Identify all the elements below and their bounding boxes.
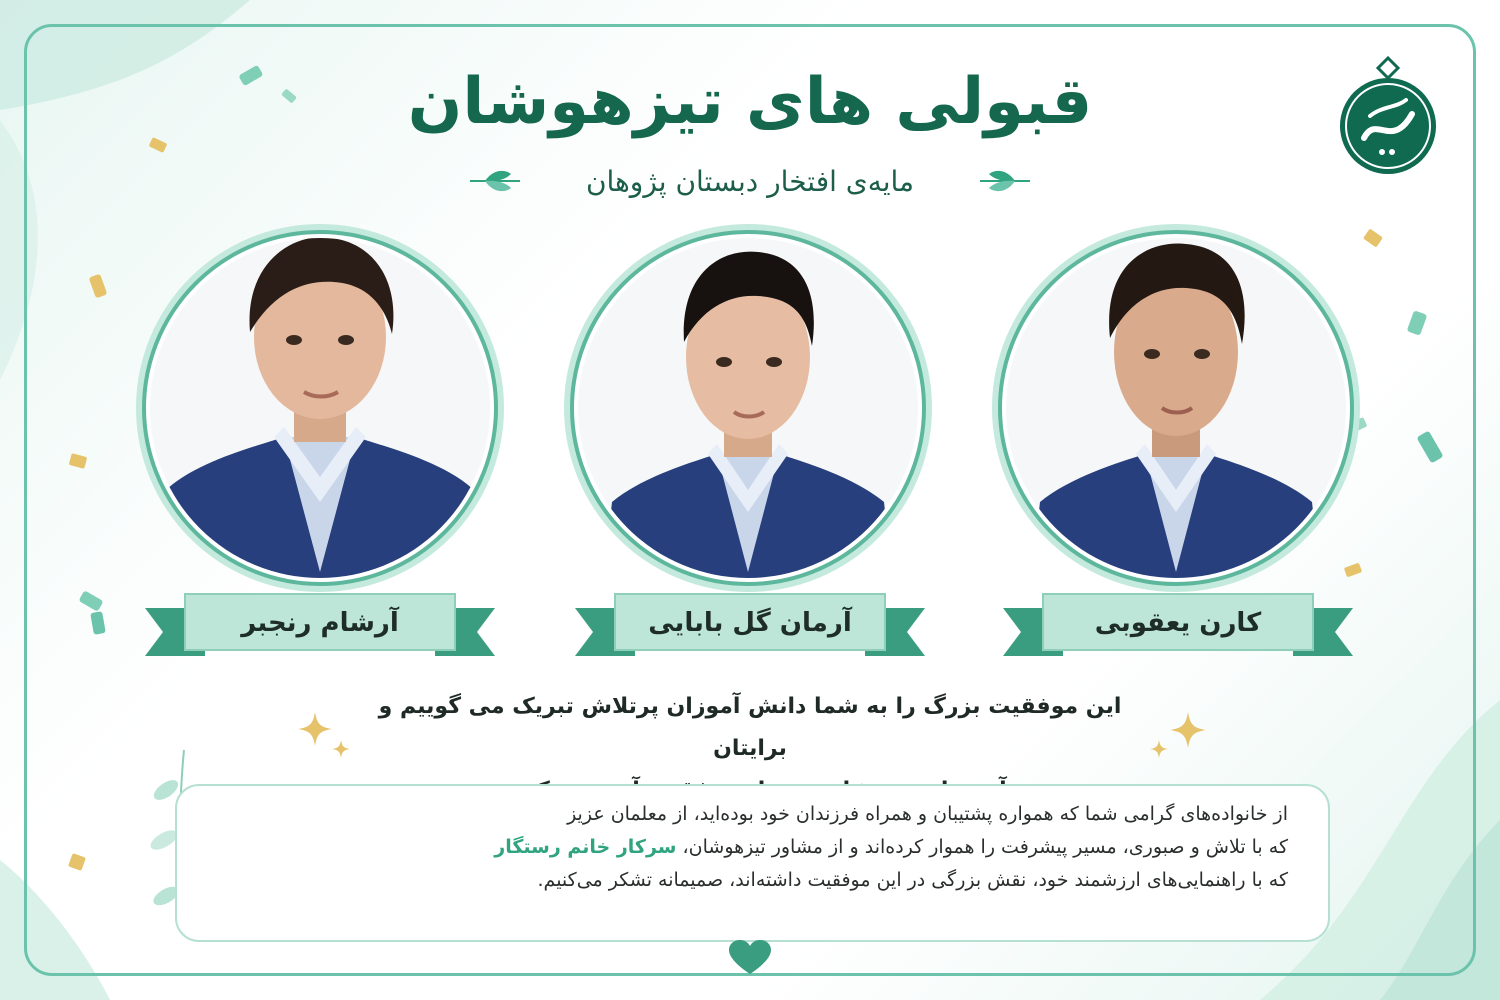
student-portrait-arsham xyxy=(134,222,506,594)
school-logo-seal xyxy=(1336,54,1440,178)
sparkle-icon xyxy=(298,712,332,746)
sparkle-icon xyxy=(332,740,350,758)
sparkle-icon xyxy=(1170,712,1206,748)
student-portrait-arman xyxy=(562,222,934,594)
student-portrait-karen xyxy=(990,222,1362,594)
page-title: قبولی های تیزهوشان xyxy=(407,65,1093,139)
thanks-message-box xyxy=(175,784,1330,942)
heart-icon xyxy=(729,940,771,976)
student-name-ribbon xyxy=(1003,588,1353,666)
page-subtitle: مایه‌ی افتخار دبستان پژوهان xyxy=(585,165,915,198)
thanks-line: از خانواده‌های گرامی شما که همواره پشتیبان و همراه فرزندان خود بوده‌اید، از معلمان عزیز xyxy=(567,803,1288,825)
message-line: این موفقیت بزرگ را به شما دانش آموزان پرتلاش تبریک می گوییم و برایتان xyxy=(378,694,1122,761)
student-name: آرمان گل بابایی xyxy=(648,608,852,638)
student-name-ribbon xyxy=(575,588,925,666)
thanks-text: که با تلاش و صبوری، مسیر پیشرفت را هموار کرده‌اند و از مشاور تیزهوشان، xyxy=(682,836,1288,858)
student-name: آرشام رنجبر xyxy=(241,608,399,638)
student-name-ribbon xyxy=(145,588,495,666)
thanks-line: که با راهنمایی‌های ارزشمند خود، نقش بزرگی در این موفقیت داشته‌اند، صمیمانه تشکر می‌کنیم. xyxy=(537,869,1288,891)
sparkle-icon xyxy=(1150,740,1168,758)
thanks-line xyxy=(217,831,1288,864)
congratulation-message xyxy=(350,686,1150,774)
student-name: کارن یعقوبی xyxy=(1094,608,1262,638)
counselor-name: سرکار خانم رستگار xyxy=(494,836,677,858)
leaf-ornament-right xyxy=(975,166,1035,196)
